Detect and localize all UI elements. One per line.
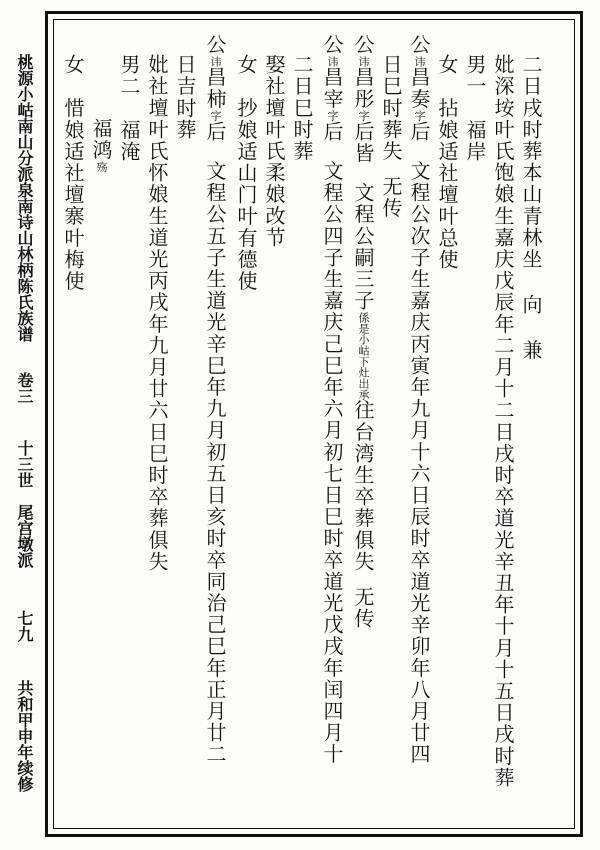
entry-column-1 (521, 54, 541, 361)
entry-text: 抄娘适山门叶有德使 (234, 97, 258, 293)
entry-text: 惜娘适社壇寨叶梅使 (61, 97, 85, 293)
entry-column-12 (205, 34, 225, 765)
entry-column-5 (409, 34, 429, 765)
annotation-note: 讳 (357, 55, 370, 67)
margin-section: 十三世 尾宫墩派 (15, 440, 34, 568)
entry-text: 公 (351, 34, 375, 56)
entry-text: 福鸿 (89, 118, 113, 162)
entry-text: 无传 (351, 586, 375, 630)
entry-column-2 (493, 54, 513, 788)
entry-text: 拈娘适社壇叶总使 (435, 97, 459, 271)
entry-text: 娶社壇叶氏 (262, 54, 286, 162)
entry-text: 往台湾生卒葬俱失 (351, 399, 375, 573)
entry-text: 后 (407, 120, 431, 143)
entry-text: 文程公五子生道光辛巳年九月初五日亥时卒同治己巳年正月廿二 (203, 160, 227, 766)
entry-column-11 (236, 54, 256, 292)
entry-column-15 (119, 54, 139, 162)
margin-volume: 卷三 (15, 372, 34, 404)
entry-text: 二日戌时葬本山青林坐 (519, 54, 543, 270)
entry-text: 后皆 (351, 120, 375, 165)
entry-text: 日巳时葬失 (379, 54, 403, 162)
entry-text: 无传 (379, 176, 403, 220)
annotation-note: 讳 (209, 55, 222, 67)
entry-column-10 (264, 54, 284, 248)
entry-column-16 (91, 54, 111, 172)
entry-text: 男一 (463, 54, 487, 98)
entry-text: 妣社壇叶氏怀娘生道光丙戌年九月廿六日巳时卒葬俱失 (145, 54, 169, 573)
entry-column-9 (292, 54, 312, 162)
entry-column-3 (465, 54, 485, 162)
entry-column-14 (147, 54, 167, 572)
entry-text: 文程公四子生嘉庆己巳年六月初七日巳时卒道光戊戌年闰四月十 (320, 160, 344, 766)
annotation-note: 字 (209, 109, 222, 121)
entry-text: 女 (234, 54, 258, 76)
annotation-note: 讳 (413, 55, 426, 67)
annotation-note: 字 (357, 109, 370, 121)
entry-text: 向 (519, 294, 543, 316)
annotation-note: 字 (326, 109, 339, 121)
entry-text: 昌柿 (203, 66, 227, 110)
margin-edition: 共和甲申年续修 (15, 680, 34, 792)
entry-text: 昌彤 (351, 66, 375, 110)
entry-text: 女 (61, 54, 85, 76)
annotation-note: 字 (413, 109, 426, 121)
entry-column-13 (175, 54, 195, 140)
annotation-note: 殇 (95, 161, 108, 173)
entry-text: 日吉时葬 (173, 54, 197, 141)
entry-text: 兼 (519, 339, 543, 362)
entry-text: 昌宰 (320, 66, 344, 110)
entry-text: 公 (407, 34, 431, 56)
entry-text: 妣深垵叶氏饱娘生嘉庆戊辰年二月十二日戌时卒道光辛丑年十月十五日戌时葬 (491, 54, 515, 789)
annotation-note: 係是小岵下灶出承 (357, 311, 370, 400)
entry-text: 文程公嗣三子 (351, 182, 375, 312)
entry-column-4 (437, 54, 457, 270)
entry-text: 公 (320, 34, 344, 56)
entry-text: 文程公次子生嘉庆丙寅年九月十六日辰时卒道光辛卯年八月廿四 (407, 160, 431, 766)
margin-page-number: 七九 (15, 610, 34, 642)
entry-text: 男二 (117, 54, 141, 98)
entry-column-7 (353, 34, 373, 630)
annotation-note: 讳 (326, 55, 339, 67)
entry-column-6 (381, 54, 401, 219)
entry-text: 后 (320, 120, 344, 143)
entry-text: 后 (203, 120, 227, 143)
entry-text: 福岸 (463, 119, 487, 163)
entry-text: 柔娘改节 (262, 162, 286, 249)
entry-text: 女 (435, 54, 459, 76)
entry-column-8 (322, 34, 342, 765)
margin-book-title: 桃源小岵南山分派泉南诗山林柄陈氏族谱 (15, 54, 34, 342)
entry-text: 二日巳时葬 (290, 54, 314, 162)
entry-text: 昌奏 (407, 66, 431, 110)
entry-text: 公 (203, 34, 227, 56)
entry-text: 福淹 (117, 119, 141, 163)
entry-column-17 (63, 54, 83, 292)
